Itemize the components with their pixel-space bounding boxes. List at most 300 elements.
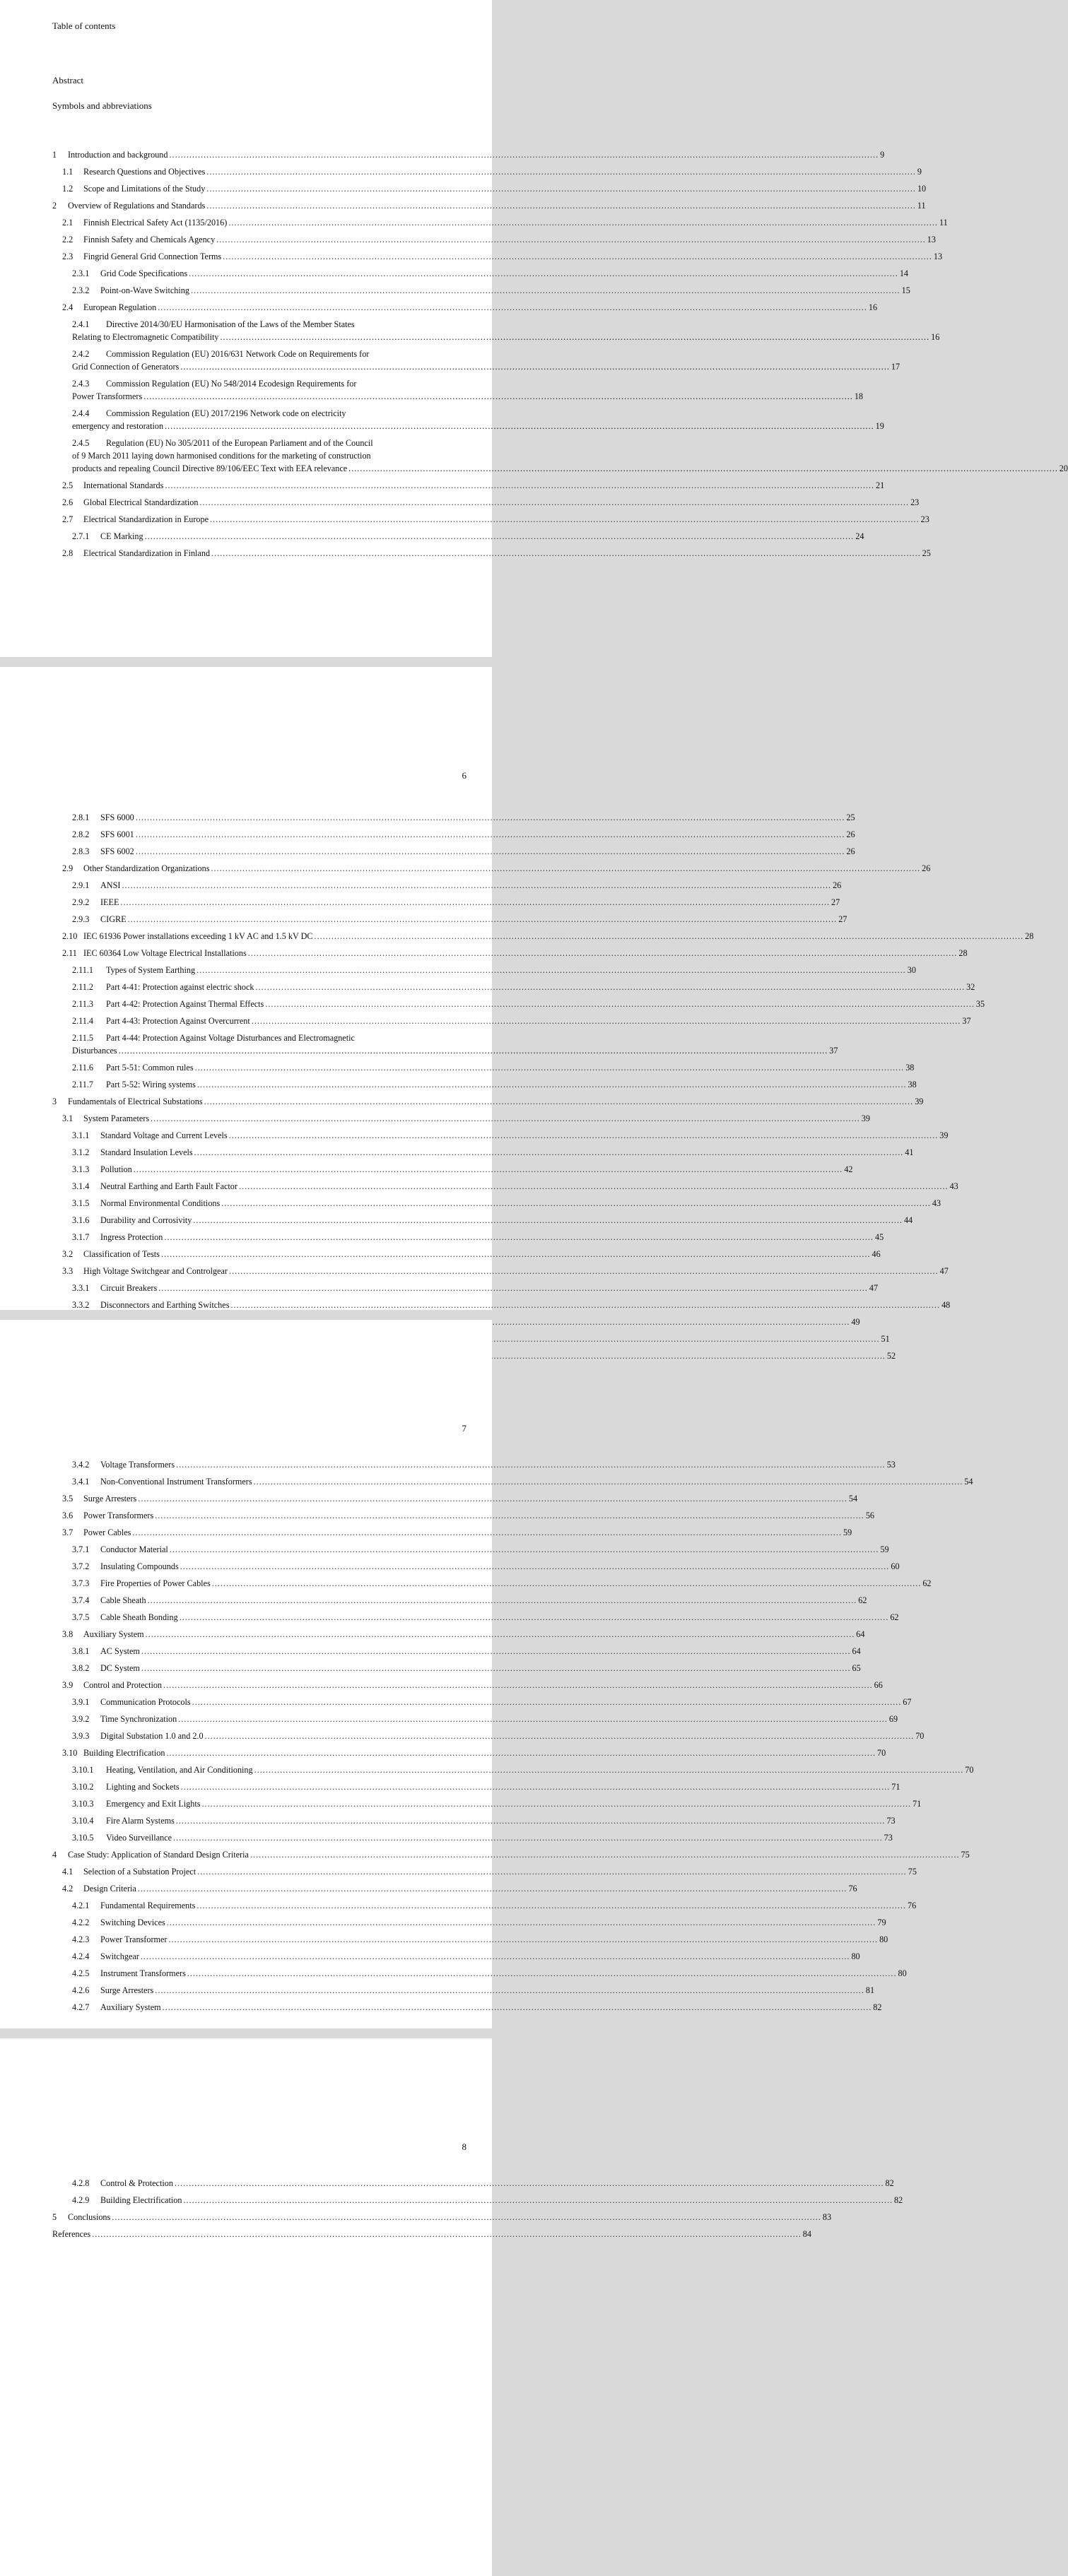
toc-entry-page: 62 bbox=[858, 1595, 867, 1605]
toc-entry-page: 16 bbox=[868, 302, 878, 312]
toc-leader-dots bbox=[158, 301, 867, 314]
toc-entry-page: 76 bbox=[908, 1901, 917, 1910]
toc-entry-page: 47 bbox=[869, 1283, 879, 1293]
toc-entry-page: 25 bbox=[846, 813, 855, 822]
toc-entry-number: 4.2.5 bbox=[72, 1968, 90, 1978]
toc-entry[interactable] bbox=[52, 1848, 970, 1861]
toc-entry[interactable] bbox=[62, 1679, 883, 1691]
toc-entry[interactable] bbox=[62, 301, 878, 314]
toc-entry[interactable] bbox=[72, 1814, 896, 1827]
toc-leader-dots bbox=[166, 1747, 876, 1759]
toc-entry-title: Conclusions bbox=[68, 2212, 111, 2222]
toc-entry[interactable] bbox=[72, 1594, 867, 1607]
toc-entry[interactable] bbox=[62, 479, 885, 492]
toc-entry-title-line bbox=[72, 377, 469, 390]
toc-leader-dots bbox=[155, 1984, 864, 1997]
toc-entry-number: 3.1.3 bbox=[72, 1164, 90, 1174]
toc-entry-number: 5 bbox=[52, 2212, 57, 2222]
toc-entry-page: 18 bbox=[854, 391, 864, 401]
toc-leader-dots bbox=[178, 1713, 888, 1725]
toc-entry-title: Finnish Electrical Safety Act (1135/2016) bbox=[83, 218, 228, 228]
toc-entry-page: 66 bbox=[874, 1680, 883, 1690]
toc-entry[interactable] bbox=[72, 981, 975, 993]
toc-entry-number: 2.4 bbox=[62, 302, 74, 312]
toc-entry-number: 4.2.7 bbox=[72, 2002, 90, 2012]
toc-entry[interactable] bbox=[62, 1248, 881, 1260]
toc-entry[interactable] bbox=[72, 1611, 899, 1624]
toc-entry-number: 3.10.5 bbox=[72, 1833, 94, 1843]
toc-entry-number: 3.9 bbox=[62, 1680, 74, 1690]
toc-entry-number: 3.10.3 bbox=[72, 1799, 94, 1809]
toc-entry[interactable] bbox=[72, 1899, 917, 1912]
toc-entry-number: 2.8.1 bbox=[72, 813, 90, 822]
toc-entry[interactable] bbox=[52, 148, 885, 161]
toc-entry-title: Introduction and background bbox=[68, 150, 168, 160]
toc-entry-number: 2.3.2 bbox=[72, 285, 90, 295]
toc-leader-dots bbox=[192, 1696, 902, 1708]
toc-entry-number: 2.4.1 bbox=[72, 319, 90, 329]
toc-leader-dots bbox=[136, 811, 845, 824]
toc-entry-title-line bbox=[72, 407, 469, 420]
toc-entry-page: 26 bbox=[846, 846, 855, 856]
toc-entry-title: Overview of Regulations and Standards bbox=[68, 201, 206, 211]
toc-entry-number: 3.4.2 bbox=[72, 1460, 90, 1470]
toc-entry-number: 1.2 bbox=[62, 184, 74, 194]
toc-entry-page: 70 bbox=[915, 1731, 925, 1741]
toc-entry[interactable] bbox=[72, 811, 855, 824]
toc-leader-dots bbox=[220, 331, 929, 343]
toc-entry-number: 2.4.4 bbox=[72, 408, 90, 418]
toc-leader-dots bbox=[183, 2194, 893, 2206]
toc-leader-dots bbox=[132, 1526, 842, 1539]
toc-entry-title: Grid Connection of Generators bbox=[72, 362, 180, 372]
toc-entry-page: 71 bbox=[891, 1782, 900, 1792]
toc-entry-title: European Regulation bbox=[83, 302, 157, 312]
toc-leader-dots bbox=[141, 1645, 851, 1658]
toc-leader-dots bbox=[134, 1163, 843, 1176]
toc-entry-page: 64 bbox=[852, 1646, 861, 1656]
toc-entry[interactable] bbox=[72, 2177, 894, 2190]
toc-entry[interactable] bbox=[52, 1095, 924, 1108]
toc-entry-page: 71 bbox=[913, 1799, 922, 1809]
toc-entry-title: Fingrid General Grid Connection Terms bbox=[83, 252, 222, 261]
toc-entry-page: 41 bbox=[905, 1147, 914, 1157]
toc-entry[interactable] bbox=[72, 879, 842, 892]
toc-entry-title: Classification of Tests bbox=[83, 1249, 160, 1259]
toc-entry-page: 60 bbox=[891, 1561, 900, 1571]
toc-entry-title: Part 5-52: Wiring systems bbox=[106, 1080, 196, 1089]
toc-entry[interactable] bbox=[72, 1696, 912, 1708]
toc-entry-number: 3.5 bbox=[62, 1494, 74, 1503]
toc-entry[interactable] bbox=[72, 845, 855, 858]
toc-entry[interactable] bbox=[72, 1933, 888, 1946]
toc-entry-page: 80 bbox=[851, 1951, 860, 1961]
toc-leader-dots bbox=[180, 1560, 890, 1573]
toc-entry[interactable] bbox=[62, 513, 929, 526]
toc-entry-number: 2.7.1 bbox=[72, 531, 90, 541]
toc-entry[interactable] bbox=[72, 1146, 914, 1159]
toc-entry[interactable] bbox=[62, 1526, 852, 1539]
toc-entry-page: 64 bbox=[856, 1629, 865, 1639]
toc-entry[interactable] bbox=[62, 547, 931, 560]
toc-entry-title: Time Synchronization bbox=[100, 1714, 177, 1724]
toc-entry-title: Voltage Transformers bbox=[100, 1460, 175, 1470]
toc-entry-title: products and repealing Council Directive 89/106/EEC Text with EEA relevance bbox=[72, 463, 348, 473]
toc-entry[interactable] bbox=[72, 437, 1068, 475]
toc-entry-number: 4.2.1 bbox=[72, 1901, 90, 1910]
toc-entry-page: 38 bbox=[908, 1080, 917, 1089]
toc-leader-dots bbox=[211, 547, 921, 560]
toc-entry-number: 3.10.2 bbox=[72, 1782, 94, 1792]
toc-entry[interactable] bbox=[72, 1967, 907, 1980]
toc-leader-dots bbox=[136, 828, 845, 841]
toc-entry-title: Insulating Compounds bbox=[100, 1561, 179, 1571]
toc-entry-title: IEC 60364 Low Voltage Electrical Installations bbox=[83, 948, 247, 958]
toc-entry-number: 2.11.2 bbox=[72, 982, 94, 992]
toc-entry-page: 54 bbox=[964, 1477, 973, 1487]
toc-entry-page: 9 bbox=[917, 167, 922, 177]
toc-leader-dots bbox=[206, 165, 916, 178]
toc-leader-dots bbox=[196, 1899, 906, 1912]
toc-entry[interactable] bbox=[72, 1458, 896, 1471]
toc-entry-number: 2.11.7 bbox=[72, 1080, 94, 1089]
toc-entry-title-line bbox=[72, 390, 864, 403]
toc-entry-number: 2.8.2 bbox=[72, 829, 90, 839]
toc-entry[interactable] bbox=[72, 1984, 875, 1997]
toc-entry[interactable] bbox=[72, 1129, 949, 1142]
toc-entry[interactable] bbox=[72, 2001, 882, 2014]
toc-entry-title: Instrument Transformers bbox=[100, 1968, 186, 1978]
toc-entry[interactable] bbox=[62, 165, 922, 178]
toc-entry-number: 2.8.3 bbox=[72, 846, 90, 856]
toc-entry-number: 3 bbox=[52, 1097, 57, 1106]
toc-entry-title-line bbox=[72, 331, 940, 343]
toc-entry-page: 53 bbox=[886, 1460, 896, 1470]
toc-entry-title: Point-on-Wave Switching bbox=[100, 285, 189, 295]
toc-leader-dots bbox=[175, 2177, 884, 2190]
toc-entry-title-line bbox=[72, 348, 469, 360]
toc-leader-dots bbox=[252, 1015, 961, 1027]
toc-entry-page: 14 bbox=[899, 268, 909, 278]
toc-leader-dots bbox=[155, 1509, 864, 1522]
toc-entry-page: 30 bbox=[907, 965, 916, 975]
toc-entry-abstract[interactable]: Abstract bbox=[52, 75, 84, 85]
toc-entry-title: DC System bbox=[100, 1663, 140, 1673]
toc-entry-symbols[interactable]: Symbols and abbreviations bbox=[52, 100, 152, 111]
toc-entry-page: 49 bbox=[851, 1317, 860, 1327]
toc-entry-title: Switching Devices bbox=[100, 1918, 165, 1927]
toc-leader-dots bbox=[119, 1044, 828, 1057]
toc-entry-title: Fire Alarm Systems bbox=[106, 1816, 175, 1826]
toc-entry-title: Power Transformers bbox=[83, 1511, 154, 1520]
toc-entry[interactable] bbox=[72, 267, 909, 280]
toc-entry-page: 65 bbox=[852, 1663, 861, 1673]
toc-entry-number: 3.7.5 bbox=[72, 1612, 90, 1622]
toc-entry-number: 3.4.1 bbox=[72, 1477, 90, 1487]
toc-entry-page: 56 bbox=[865, 1511, 875, 1520]
toc-entry-title: High Voltage Switchgear and Controlgear bbox=[83, 1266, 228, 1276]
toc-entry-title: Ingress Protection bbox=[100, 1232, 163, 1242]
toc-entry-page: 73 bbox=[886, 1816, 896, 1826]
toc-entry[interactable] bbox=[72, 1180, 958, 1193]
toc-entry-page: 70 bbox=[877, 1748, 886, 1758]
toc-entry[interactable] bbox=[62, 182, 927, 195]
toc-entry[interactable] bbox=[72, 1950, 860, 1963]
toc-entry-number: 4.2.2 bbox=[72, 1918, 90, 1927]
toc-entry-number: 3.8.1 bbox=[72, 1646, 90, 1656]
toc-entry-number: 2.11.3 bbox=[72, 999, 94, 1009]
page-separator bbox=[0, 1310, 492, 1320]
toc-entry-title: Electrical Standardization in Finland bbox=[83, 548, 211, 558]
toc-leader-dots bbox=[256, 981, 966, 993]
toc-entry-title: Part 4-43: Protection Against Overcurrent bbox=[106, 1016, 250, 1026]
toc-entry-page: 46 bbox=[872, 1249, 881, 1259]
toc-entry-title: References bbox=[52, 2229, 91, 2239]
toc-entry-title: IEEE bbox=[100, 897, 119, 907]
toc-entry-page: 25 bbox=[922, 548, 931, 558]
toc-entry-number: 2.1 bbox=[62, 218, 74, 228]
toc-entry-page: 28 bbox=[958, 948, 968, 958]
toc-entry-page: 37 bbox=[829, 1046, 838, 1056]
toc-leader-dots bbox=[223, 250, 932, 263]
toc-entry[interactable] bbox=[72, 348, 900, 373]
toc-entry[interactable] bbox=[72, 1577, 932, 1590]
toc-entry-number: 3.8 bbox=[62, 1629, 74, 1639]
toc-entry[interactable] bbox=[62, 1747, 886, 1759]
toc-leader-dots bbox=[229, 1129, 939, 1142]
toc-entry-number: 2.5 bbox=[62, 480, 74, 490]
toc-entry[interactable] bbox=[72, 1197, 941, 1210]
toc-leader-dots bbox=[120, 896, 830, 909]
toc-entry-page: 75 bbox=[908, 1867, 917, 1877]
toc-entry-title: Lighting and Sockets bbox=[106, 1782, 180, 1792]
toc-entry-title: International Standards bbox=[83, 480, 164, 490]
toc-entry-number: 3.1.1 bbox=[72, 1130, 90, 1140]
toc-leader-dots bbox=[189, 267, 898, 280]
toc-leader-dots bbox=[148, 1594, 857, 1607]
toc-entry[interactable] bbox=[72, 1730, 925, 1742]
toc-entry[interactable] bbox=[62, 1492, 858, 1505]
toc-leader-dots bbox=[254, 1763, 964, 1776]
toc-entry[interactable] bbox=[62, 930, 1034, 943]
toc-entry-title: System Parameters bbox=[83, 1113, 150, 1123]
toc-entry-page: 28 bbox=[1025, 931, 1034, 941]
toc-entry[interactable] bbox=[62, 862, 931, 875]
toc-entry-title: Regulation (EU) No 305/2011 of the European Parliament and of the Council bbox=[106, 438, 373, 448]
toc-entry-title: Other Standardization Organizations bbox=[83, 863, 210, 873]
toc-leader-dots bbox=[248, 947, 958, 959]
toc-entry[interactable] bbox=[72, 407, 884, 432]
toc-entry[interactable] bbox=[72, 896, 840, 909]
toc-entry[interactable] bbox=[52, 2211, 832, 2223]
toc-leader-dots bbox=[146, 1628, 855, 1641]
toc-leader-dots bbox=[265, 998, 975, 1010]
toc-leader-dots bbox=[180, 1611, 889, 1624]
toc-entry[interactable] bbox=[72, 1560, 900, 1573]
toc-entry-number: 2.7 bbox=[62, 514, 74, 524]
toc-entry-title: Building Electrification bbox=[83, 1748, 165, 1758]
toc-leader-dots bbox=[92, 2228, 802, 2240]
toc-entry[interactable] bbox=[72, 1061, 915, 1074]
toc-entry[interactable] bbox=[72, 1475, 973, 1488]
toc-entry-number: 2.3 bbox=[62, 252, 74, 261]
toc-entry[interactable] bbox=[52, 199, 926, 212]
toc-entry[interactable] bbox=[72, 913, 847, 926]
toc-entry-title: Electrical Standardization in Europe bbox=[83, 514, 209, 524]
toc-entry-title: Power Transformer bbox=[100, 1934, 168, 1944]
toc-entry-page: 82 bbox=[873, 2002, 882, 2012]
toc-entry-title: Global Electrical Standardization bbox=[83, 497, 199, 507]
toc-entry[interactable] bbox=[62, 1112, 870, 1125]
toc-entry[interactable] bbox=[72, 1231, 884, 1243]
toc-entry[interactable] bbox=[72, 530, 864, 543]
toc-entry-title: Disturbances bbox=[72, 1046, 117, 1056]
toc-leader-dots bbox=[212, 1577, 922, 1590]
toc-list-page-1 bbox=[52, 148, 1068, 564]
toc-entry-number: 3.7.3 bbox=[72, 1578, 90, 1588]
toc-entry-page: 70 bbox=[965, 1765, 974, 1775]
toc-title: Table of contents bbox=[52, 20, 116, 31]
toc-entry[interactable] bbox=[72, 1713, 898, 1725]
toc-entry[interactable] bbox=[72, 828, 855, 841]
toc-entry-page: 54 bbox=[848, 1494, 858, 1503]
toc-entry-title: Communication Protocols bbox=[100, 1697, 191, 1707]
toc-entry[interactable] bbox=[72, 1780, 900, 1793]
toc-leader-dots bbox=[205, 1730, 915, 1742]
toc-entry[interactable] bbox=[72, 1831, 893, 1844]
toc-entry-number: 2.10 bbox=[62, 931, 78, 941]
toc-entry-page: 26 bbox=[833, 880, 842, 890]
toc-entry-title: Fundamentals of Electrical Substations bbox=[68, 1097, 203, 1106]
toc-entry-number: 3.1.2 bbox=[72, 1147, 90, 1157]
toc-leader-dots bbox=[211, 862, 920, 875]
toc-entry-number: 1 bbox=[52, 150, 57, 160]
toc-entry-number: 3.7 bbox=[62, 1528, 74, 1537]
toc-entry[interactable] bbox=[62, 1628, 865, 1641]
toc-entry[interactable] bbox=[62, 1882, 857, 1895]
toc-entry[interactable] bbox=[72, 318, 940, 343]
toc-entry-title: Circuit Breakers bbox=[100, 1283, 158, 1293]
toc-entry[interactable] bbox=[72, 1662, 861, 1674]
toc-entry[interactable] bbox=[62, 233, 936, 246]
toc-entry-title: Design Criteria bbox=[83, 1884, 136, 1893]
toc-entry-title: Surge Arresters bbox=[100, 1985, 154, 1995]
toc-entry[interactable] bbox=[72, 1214, 913, 1227]
toc-entry[interactable] bbox=[62, 250, 943, 263]
toc-entry-number: 2.11.5 bbox=[72, 1033, 94, 1043]
toc-entry-page: 11 bbox=[917, 201, 926, 211]
toc-entry-page: 38 bbox=[905, 1063, 915, 1073]
toc-entry-title: SFS 6002 bbox=[100, 846, 134, 856]
toc-entry-title: Commission Regulation (EU) 2016/631 Network Code on Requirements for bbox=[106, 349, 370, 359]
toc-leader-dots bbox=[170, 1543, 879, 1556]
toc-entry-title: Research Questions and Objectives bbox=[83, 167, 206, 177]
toc-leader-dots bbox=[163, 2001, 872, 2014]
toc-leader-dots bbox=[161, 1248, 871, 1260]
toc-list-page-2 bbox=[52, 811, 1034, 1366]
toc-entry[interactable] bbox=[72, 998, 985, 1010]
toc-entry[interactable] bbox=[72, 377, 864, 403]
toc-entry-number: 3.3.1 bbox=[72, 1283, 90, 1293]
toc-entry[interactable] bbox=[72, 1282, 879, 1294]
toc-entry-number: 3.2 bbox=[62, 1249, 74, 1259]
toc-entry[interactable] bbox=[72, 1916, 886, 1929]
toc-entry-page: 81 bbox=[865, 1985, 875, 1995]
toc-entry-page: 26 bbox=[846, 829, 855, 839]
toc-list-page-3 bbox=[52, 1458, 974, 2018]
toc-entry-title: SFS 6000 bbox=[100, 813, 134, 822]
toc-leader-dots bbox=[195, 1061, 905, 1074]
toc-entry-page: 13 bbox=[927, 235, 936, 244]
toc-entry[interactable] bbox=[72, 964, 916, 976]
toc-entry[interactable] bbox=[72, 1078, 917, 1091]
toc-entry[interactable] bbox=[62, 947, 968, 959]
document-page-4 bbox=[0, 2038, 903, 2576]
toc-entry-title: IEC 61936 Power installations exceeding 1 kV AC and 1.5 kV DC bbox=[83, 931, 313, 941]
toc-entry[interactable] bbox=[52, 2228, 811, 2240]
toc-entry-page: 19 bbox=[875, 421, 884, 431]
toc-entry[interactable] bbox=[72, 284, 910, 297]
toc-entry[interactable] bbox=[62, 216, 948, 229]
toc-entry-page: 79 bbox=[877, 1918, 886, 1927]
toc-entry[interactable] bbox=[72, 1163, 853, 1176]
toc-entry-number: 3.7.4 bbox=[72, 1595, 90, 1605]
toc-entry[interactable] bbox=[72, 1015, 971, 1027]
toc-entry-number: 2 bbox=[52, 201, 57, 211]
toc-entry-title: Heating, Ventilation, and Air Conditioning bbox=[106, 1765, 253, 1775]
toc-leader-dots bbox=[250, 1848, 960, 1861]
toc-leader-dots bbox=[112, 2211, 821, 2223]
toc-entry-page: 69 bbox=[888, 1714, 898, 1724]
toc-entry[interactable] bbox=[72, 2194, 903, 2206]
toc-leader-dots bbox=[204, 1095, 914, 1108]
toc-entry-number: 2.11 bbox=[62, 948, 77, 958]
toc-entry-title: Case Study: Application of Standard Design Criteria bbox=[68, 1850, 249, 1860]
toc-entry-number: 3.10.1 bbox=[72, 1765, 94, 1775]
toc-leader-dots bbox=[136, 845, 845, 858]
toc-entry[interactable] bbox=[72, 1645, 861, 1658]
toc-entry-number: 2.11.6 bbox=[72, 1063, 94, 1073]
toc-entry-number: 4.2.3 bbox=[72, 1934, 90, 1944]
toc-entry-title: Standard Insulation Levels bbox=[100, 1147, 193, 1157]
toc-entry-title: Part 4-42: Protection Against Thermal Effects bbox=[106, 999, 264, 1009]
toc-leader-dots bbox=[168, 1933, 878, 1946]
toc-leader-dots bbox=[167, 1916, 876, 1929]
toc-leader-dots bbox=[141, 1662, 851, 1674]
toc-entry[interactable] bbox=[62, 1865, 917, 1878]
toc-entry-page: 84 bbox=[802, 2229, 811, 2239]
toc-leader-dots bbox=[158, 1282, 868, 1294]
toc-entry[interactable] bbox=[72, 1543, 889, 1556]
toc-entry-title-line: of 9 March 2011 laying down harmonised conditions for the marketing of construction bbox=[72, 451, 371, 461]
toc-leader-dots bbox=[315, 930, 1024, 943]
toc-entry-title-line bbox=[72, 360, 900, 373]
toc-entry-page: 23 bbox=[920, 514, 929, 524]
toc-entry-number: 4.2.6 bbox=[72, 1985, 90, 1995]
toc-entry[interactable] bbox=[72, 1763, 974, 1776]
toc-leader-dots bbox=[348, 462, 1058, 475]
toc-leader-dots bbox=[228, 216, 938, 229]
toc-entry[interactable] bbox=[72, 1797, 922, 1810]
toc-entry[interactable] bbox=[72, 1032, 838, 1057]
toc-entry[interactable] bbox=[62, 1265, 949, 1277]
toc-entry-page: 21 bbox=[876, 480, 885, 490]
toc-leader-dots bbox=[173, 1831, 883, 1844]
toc-entry[interactable] bbox=[62, 1509, 875, 1522]
page-number: 7 bbox=[462, 1423, 466, 1434]
page-number: 8 bbox=[462, 2141, 466, 2152]
toc-entry[interactable] bbox=[62, 496, 920, 509]
